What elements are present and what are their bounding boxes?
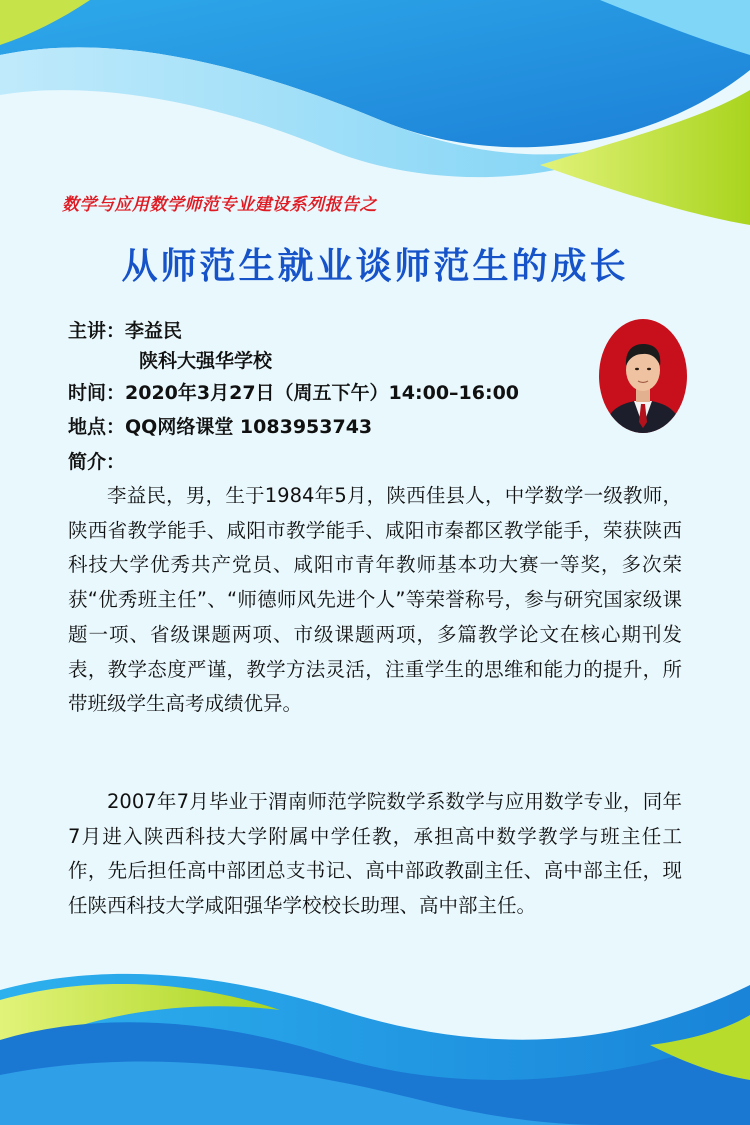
place-row <box>68 412 372 439</box>
speaker-portrait <box>598 318 688 434</box>
intro-paragraph: 李益民，男，生于1984年5月，陕西佳县人，中学数学一级教师，陕西省教学能手、咸阳市教学能手、咸阳市秦都区教学能手，荣获陕西科技大学优秀共产党员、咸阳市青年教师基本功大赛一等奖，多次荣获“优秀班主任”、“师德师风先进个人”等荣誉称号，参与研究国家级课题一项、省级课题两项、市级课题两项，多篇教学论文在核心期刊发表，教学态度严谨，教学方法灵活，注重学生的思维和能力的提升，所带班级学生高考成绩优异。 <box>68 484 682 716</box>
time-value: 2020年3月27日（周五下午）14:00–16:00 <box>125 382 520 404</box>
speaker-label: 主讲： <box>68 320 126 342</box>
place-label: 地点： <box>68 416 126 438</box>
intro-label: 简介： <box>68 451 126 473</box>
time-label: 时间： <box>68 382 126 404</box>
speaker-row <box>68 316 182 343</box>
series-line: 数学与应用数学师范专业建设系列报告之 <box>62 195 377 215</box>
career-paragraph: 2007年7月毕业于渭南师范学院数学系数学与应用数学专业，同年7月进入陕西科技大学附属中学任教，承担高中数学教学与班主任工作，先后担任高中部团总支书记、高中部政教副主任、高中部主任，现任陕西科技大学咸阳强华学校校长助理、高中部主任。 <box>68 790 682 918</box>
poster-title: 从师范生就业谈师范生的成长 <box>121 246 629 287</box>
speaker-school: 陕科大强华学校 <box>139 350 273 372</box>
time-row <box>68 378 519 405</box>
speaker-name: 李益民 <box>125 320 183 342</box>
place-value: QQ网络课堂 1083953743 <box>125 416 373 438</box>
